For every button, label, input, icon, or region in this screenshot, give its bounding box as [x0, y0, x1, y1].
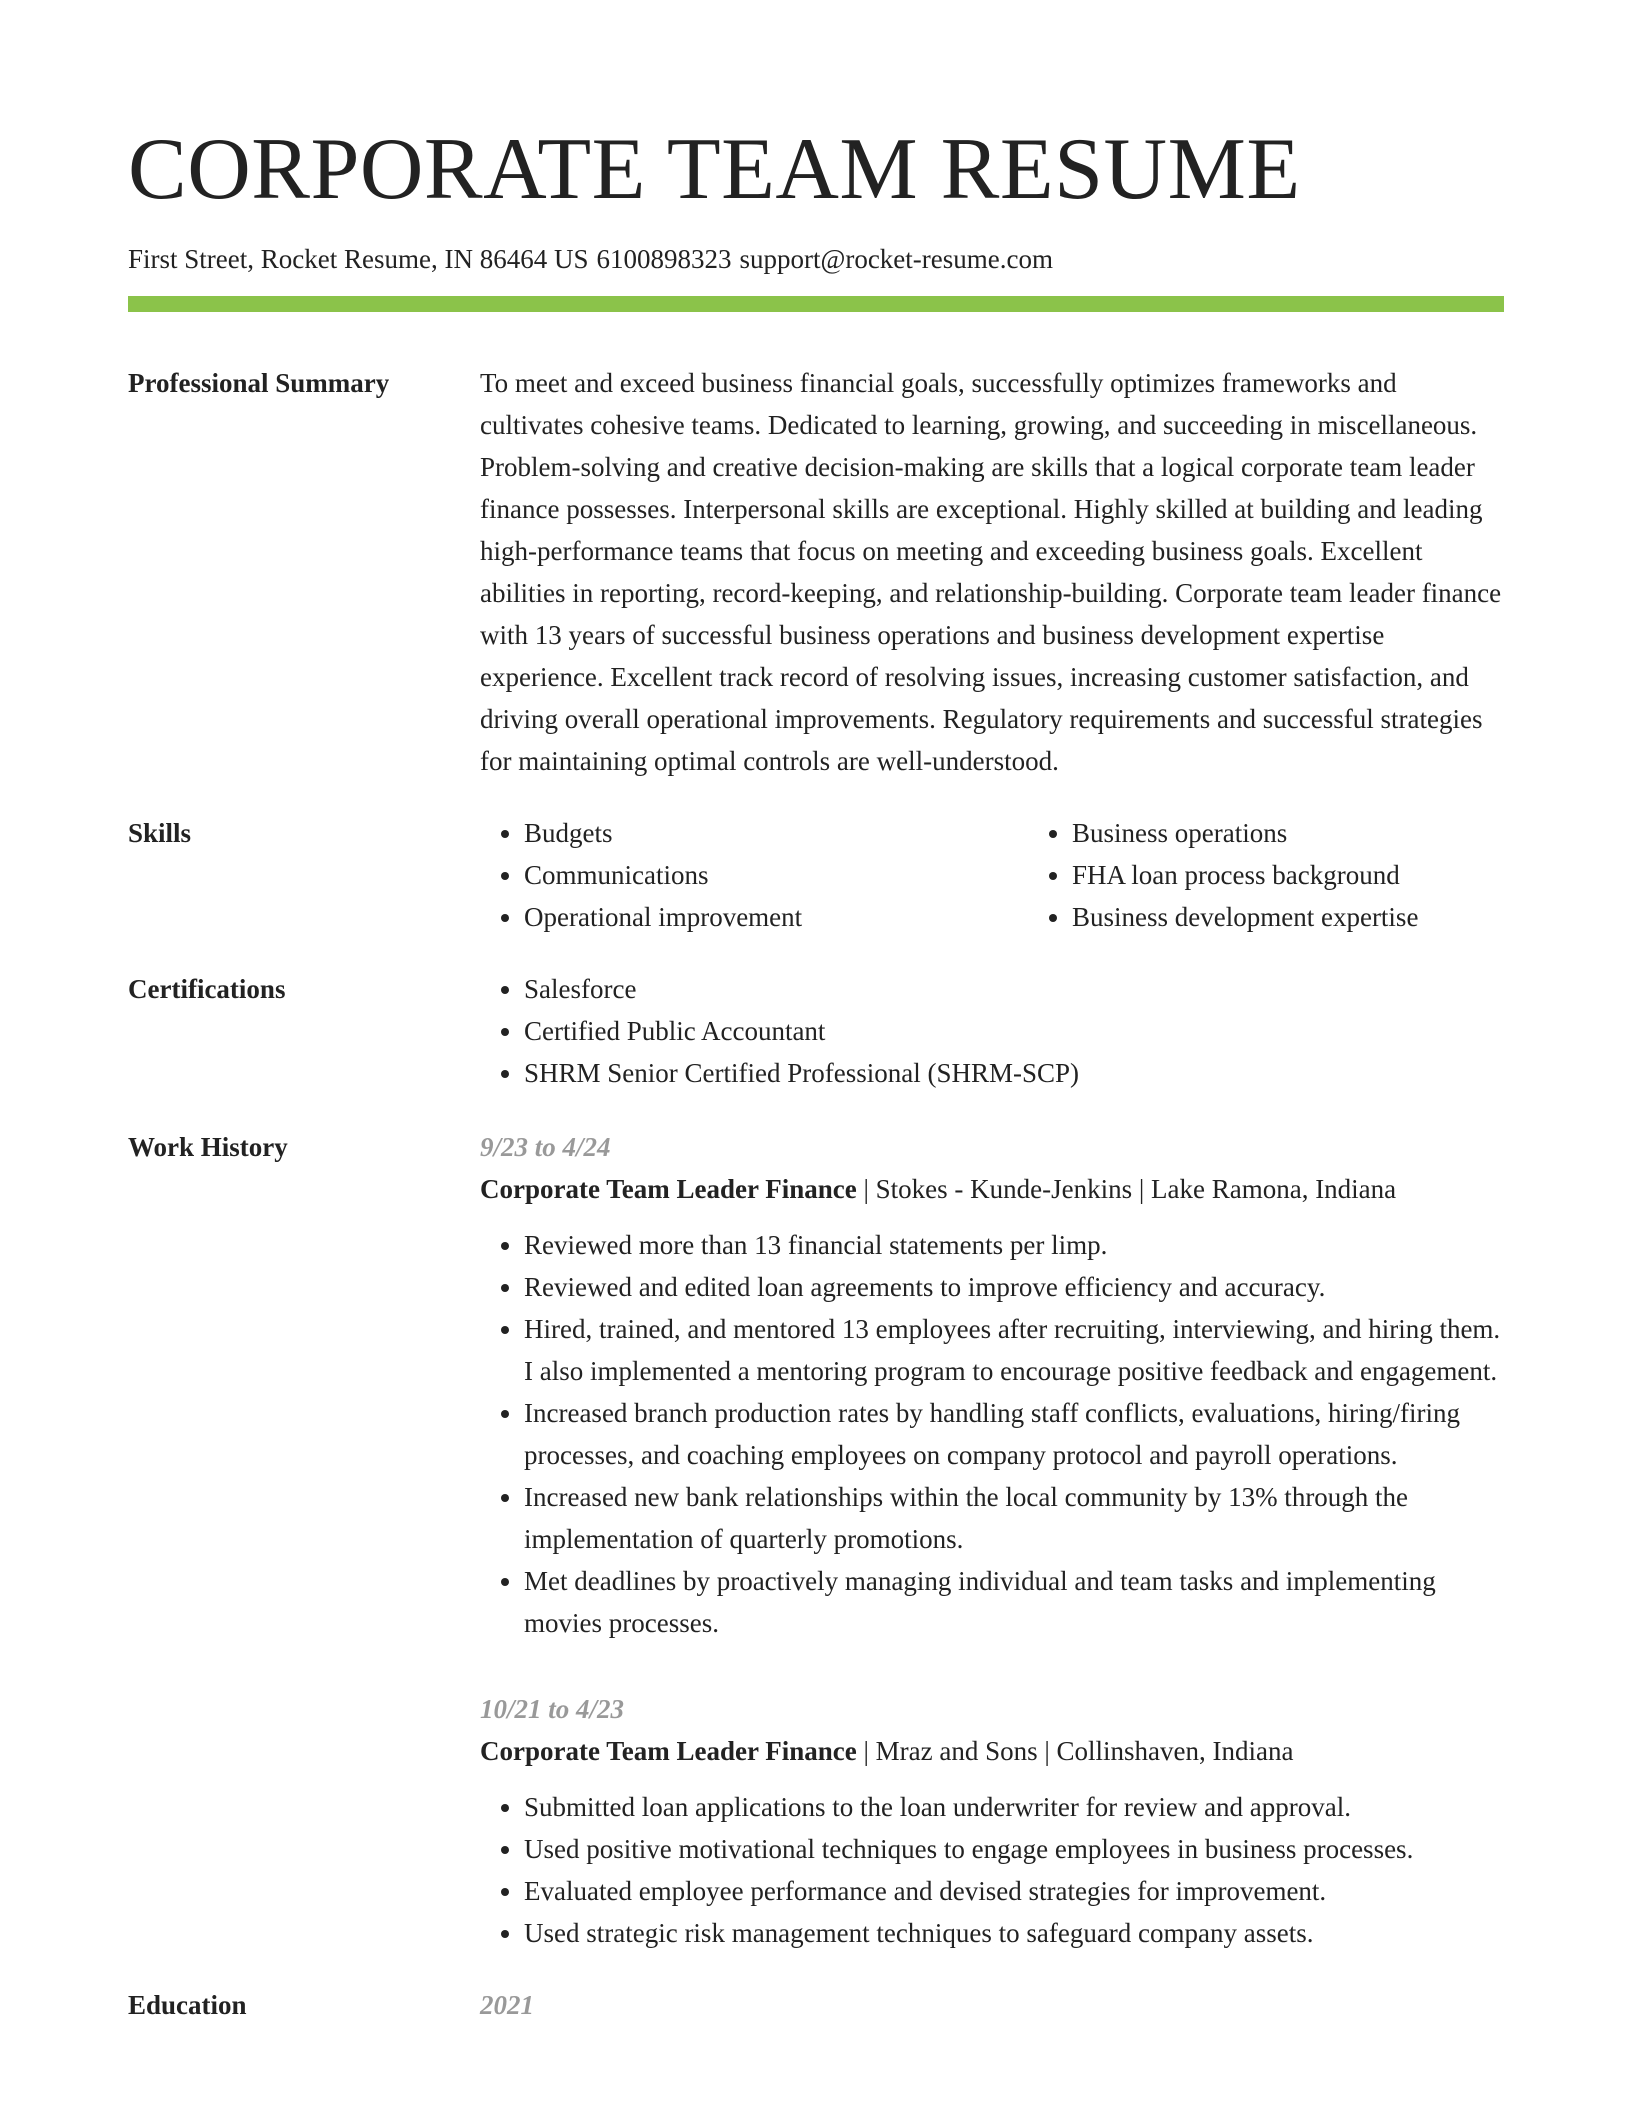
education-date: 2021: [480, 1990, 534, 2020]
job-details: | Stokes - Kunde-Jenkins | Lake Ramona, Indiana: [856, 1174, 1397, 1204]
list-item: • Used positive motivational techniques to engage employees in business processes.: [524, 1828, 1504, 1870]
list-item: • Hired, trained, and mentored 13 employees after recruiting, interviewing, and hiring them. I also implemented a mentoring program to encourage positive feedback and engagement.: [524, 1308, 1504, 1392]
list-item: • FHA loan process background: [1072, 854, 1576, 896]
job-dates: 9/23 to 4/24: [480, 1132, 611, 1162]
list-item: • SHRM Senior Certified Professional (SHRM-SCP): [524, 1052, 1504, 1094]
skills-section: [128, 812, 1504, 938]
job-heading: [480, 1168, 1504, 1210]
job-title: Corporate Team Leader Finance: [480, 1736, 857, 1766]
summary-section: [128, 362, 1504, 782]
list-item: • Increased new bank relationships within the local community by 13% through the implementation of quarterly promotions.: [524, 1476, 1504, 1560]
job-entry: [480, 1126, 1504, 1644]
list-item: • Used strategic risk management techniques to safeguard company assets.: [524, 1912, 1504, 1954]
job-bullets: [480, 1224, 1504, 1644]
header-divider: [128, 296, 1504, 312]
list-item: • Communications: [524, 854, 1028, 896]
list-item: • Business development expertise: [1072, 896, 1576, 938]
list-item: • Reviewed more than 13 financial statements per limp.: [524, 1224, 1504, 1266]
certifications-list: [480, 968, 1504, 1094]
certifications-content: [480, 968, 1504, 1094]
skills-list-left: [480, 812, 1028, 938]
summary-text: To meet and exceed business financial goals, successfully optimizes frameworks and cultivates cohesive teams. Dedicated to learning, growing, and succeeding in miscellaneous. Problem-solving and creative decision-making are skills that a logical corporate team leader finance possesses. Interpersonal skills are exceptional. Highly skilled at building and leading high-performance teams that focus on meeting and exceeding business goals. Excellent abilities in reporting, record-keeping, and relationship-building. Corporate team leader finance with 13 years of successful business operations and business development expertise experience. Excellent track record of resolving issues, increasing customer satisfaction, and driving overall operational improvements. Regulatory requirements and successful strategies for maintaining optimal controls are well-understood.: [480, 368, 1502, 776]
job-heading: [480, 1730, 1504, 1772]
work-history-section: [128, 1126, 1504, 1954]
list-item: • Salesforce: [524, 968, 1504, 1010]
education-content: [480, 1984, 1504, 2026]
work-history-content: [480, 1126, 1504, 1954]
certifications-section: [128, 968, 1504, 1094]
resume-page: [128, 118, 1504, 2026]
list-item: • Met deadlines by proactively managing individual and team tasks and implementing movies processes.: [524, 1560, 1504, 1644]
list-item: • Budgets: [524, 812, 1028, 854]
contact-line: [128, 242, 1504, 276]
certifications-label: Certifications: [128, 974, 286, 1004]
contact-address: First Street, Rocket Resume, IN 86464 US: [128, 244, 589, 274]
education-section: [128, 1984, 1504, 2026]
list-item: • Operational improvement: [524, 896, 1028, 938]
job-details: | Mraz and Sons | Collinshaven, Indiana: [856, 1736, 1294, 1766]
education-label: Education: [128, 1990, 247, 2020]
list-item: • Evaluated employee performance and devised strategies for improvement.: [524, 1870, 1504, 1912]
contact-phone: 6100898323: [596, 244, 732, 274]
summary-label: Professional Summary: [128, 368, 390, 398]
job-bullets: [480, 1786, 1504, 1954]
job-title: Corporate Team Leader Finance: [480, 1174, 857, 1204]
work-history-label: Work History: [128, 1132, 288, 1162]
list-item: • Reviewed and edited loan agreements to improve efficiency and accuracy.: [524, 1266, 1504, 1308]
job-dates: 10/21 to 4/23: [480, 1694, 625, 1724]
skills-grid: [480, 812, 1576, 938]
skills-label: Skills: [128, 818, 192, 848]
contact-email: support@rocket-resume.com: [739, 244, 1053, 274]
resume-title: CORPORATE TEAM RESUME: [128, 121, 1301, 218]
job-entry: [480, 1688, 1504, 1954]
list-item: • Business operations: [1072, 812, 1576, 854]
list-item: • Certified Public Accountant: [524, 1010, 1504, 1052]
list-item: • Submitted loan applications to the loan underwriter for review and approval.: [524, 1786, 1504, 1828]
skills-list-right: [1028, 812, 1576, 938]
list-item: • Increased branch production rates by handling staff conflicts, evaluations, hiring/firing processes, and coaching employees on company protocol and payroll operations.: [524, 1392, 1504, 1476]
